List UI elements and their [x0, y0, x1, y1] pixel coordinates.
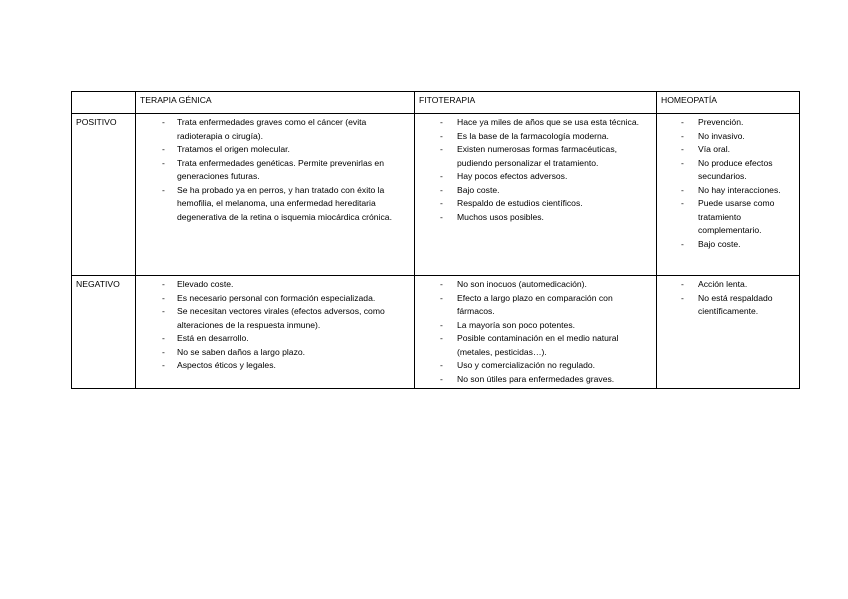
list-item: - Se ha probado ya en perros, y han tratado con éxito la hemofilia, el melanoma, una enfermedad hereditaria degenerativa de la retina o isquemia miocárdica crónica. [140, 184, 410, 225]
list-item: - No son útiles para enfermedades graves. [419, 373, 652, 387]
list-positivo-terapia-genica [140, 116, 410, 224]
list-item: - No produce efectos secundarios. [661, 157, 795, 184]
list-item: - Efecto a largo plazo en comparación con fármacos. [419, 292, 652, 319]
list-item: - No se saben daños a largo plazo. [140, 346, 410, 360]
list-negativo-terapia-genica [140, 278, 410, 373]
list-item: - Bajo coste. [419, 184, 652, 198]
list-negativo-homeopatia [661, 278, 795, 319]
list-item: - Se necesitan vectores virales (efectos adversos, como alteraciones de la respuesta inmune). [140, 305, 410, 332]
list-item: - Hace ya miles de años que se usa esta técnica. [419, 116, 652, 130]
list-positivo-homeopatia [661, 116, 795, 251]
list-item: - No invasivo. [661, 130, 795, 144]
header-row [72, 92, 800, 114]
list-item: - Uso y comercialización no regulado. [419, 359, 652, 373]
row-label-negativo: NEGATIVO [72, 276, 136, 389]
list-item: - Está en desarrollo. [140, 332, 410, 346]
cell-positivo-homeopatia [657, 114, 800, 276]
list-item: - Acción lenta. [661, 278, 795, 292]
list-item: - Aspectos éticos y legales. [140, 359, 410, 373]
list-item: - No está respaldado científicamente. [661, 292, 795, 319]
list-item: - La mayoría son poco potentes. [419, 319, 652, 333]
list-item: - Prevención. [661, 116, 795, 130]
list-item: - Respaldo de estudios científicos. [419, 197, 652, 211]
cell-positivo-fitoterapia [415, 114, 657, 276]
list-item: - Existen numerosas formas farmacéuticas, pudiendo personalizar el tratamiento. [419, 143, 652, 170]
list-item: - Es la base de la farmacología moderna. [419, 130, 652, 144]
header-corner-cell [72, 92, 136, 114]
comparison-table [71, 91, 800, 389]
list-item: - Es necesario personal con formación especializada. [140, 292, 410, 306]
cell-positivo-terapia-genica [136, 114, 415, 276]
list-item: - Trata enfermedades genéticas. Permite prevenirlas en generaciones futuras. [140, 157, 410, 184]
header-terapia-genica: TERAPIA GÉNICA [136, 92, 415, 114]
list-item: - No hay interacciones. [661, 184, 795, 198]
list-negativo-fitoterapia [419, 278, 652, 386]
list-item: - Muchos usos posibles. [419, 211, 652, 225]
cell-negativo-fitoterapia [415, 276, 657, 389]
table-row-positivo [72, 114, 800, 276]
cell-negativo-homeopatia [657, 276, 800, 389]
cell-negativo-terapia-genica [136, 276, 415, 389]
table-row-negativo [72, 276, 800, 389]
list-item: - Vía oral. [661, 143, 795, 157]
list-item: - Posible contaminación en el medio natural (metales, pesticidas…). [419, 332, 652, 359]
list-item: - Puede usarse como tratamiento complementario. [661, 197, 795, 238]
header-homeopatia: HOMEOPATÍA [657, 92, 800, 114]
list-item: - Tratamos el origen molecular. [140, 143, 410, 157]
list-item: - Hay pocos efectos adversos. [419, 170, 652, 184]
list-item: - Bajo coste. [661, 238, 795, 252]
list-item: - Elevado coste. [140, 278, 410, 292]
list-item: - No son inocuos (automedicación). [419, 278, 652, 292]
header-fitoterapia: FITOTERAPIA [415, 92, 657, 114]
row-label-positivo: POSITIVO [72, 114, 136, 276]
list-positivo-fitoterapia [419, 116, 652, 224]
list-item: - Trata enfermedades graves como el cáncer (evita radioterapia o cirugía). [140, 116, 410, 143]
